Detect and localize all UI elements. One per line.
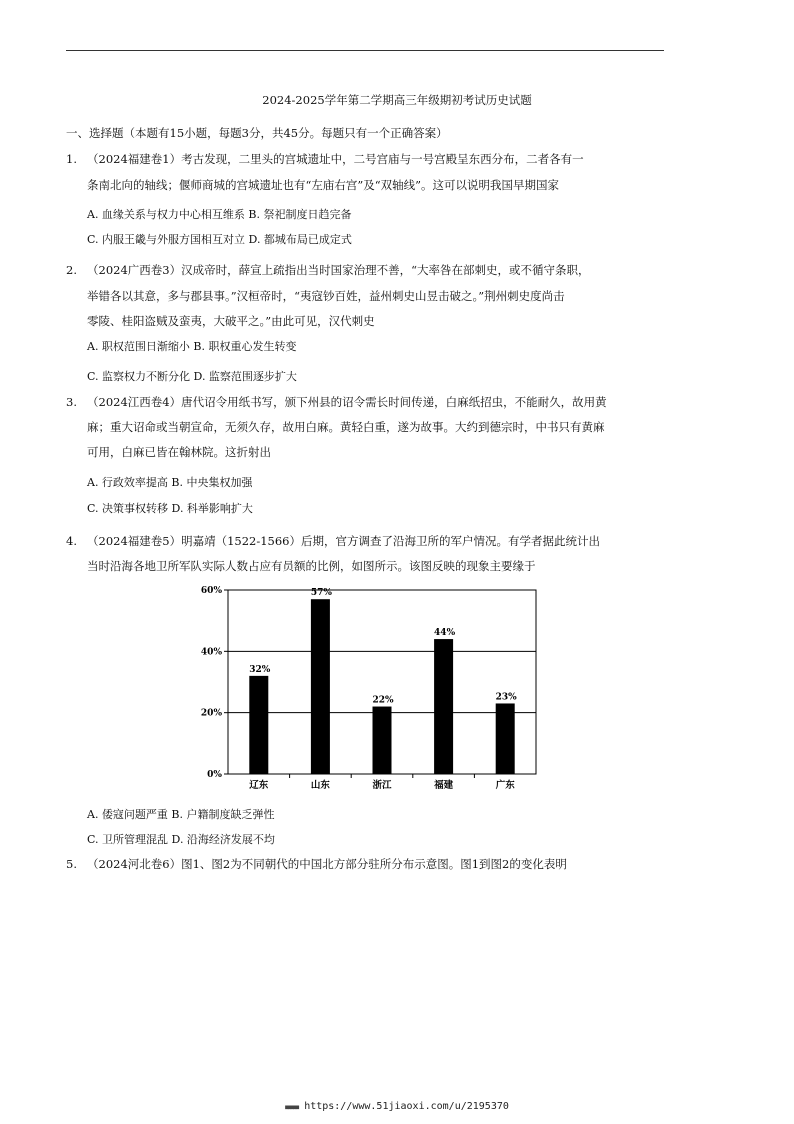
question-3 [66,394,607,410]
bar-value-label: 23% [495,692,517,703]
bar-5 [496,703,515,774]
question-text: 条南北向的轴线；偃师商城的宫城遗址也有“左庙右宫”及“双轴线”。这可以说明我国早期国家 [87,178,560,192]
question-text: （2024江西卷4）唐代诏令用纸书写，颁下州县的诏令需长时间传递，白麻纸招虫，不能耐久，故用黄 [87,395,607,409]
question-number: 5. [66,857,77,871]
y-tick-label: 60% [200,586,222,596]
option-line: A. 倭寇问题严重 B. 户籍制度缺乏弹性 [87,808,275,821]
chart-y-ticks [201,586,228,780]
exam-title: 2024-2025学年第二学期高三年级期初考试历史试题 [262,93,532,107]
question-text: （2024福建卷1）考古发现，二里头的宫城遗址中，二号宫庙与一号宫殿呈东西分布，二者各有一 [87,152,584,166]
y-tick-label: 20% [200,708,222,719]
x-tick-label: 浙江 [372,780,392,791]
footer-logo-mark: ■■■■■ [285,1104,299,1111]
x-tick-label: 辽东 [249,780,269,791]
option-line: A. 行政效率提高 B. 中央集权加强 [87,476,253,489]
bar-3 [373,707,392,774]
bar-1 [249,676,268,774]
question-number: 3. [66,395,77,409]
chart-bars [249,599,514,774]
bar-value-label: 22% [372,695,394,706]
footer [0,1101,794,1112]
footer-url[interactable]: https://www.51jiaoxi.com/u/2195370 [304,1101,509,1112]
question-text: 可用，白麻已皆在翰林院。这折射出 [87,445,271,459]
question-text: （2024广西卷3）汉成帝时，薛宣上疏指出当时国家治理不善，“大率咎在部刺史，或不循守条职， [87,263,590,277]
chart-value-labels [249,588,517,705]
y-tick-label: 40% [200,647,222,658]
question-number: 2. [66,263,77,277]
option-line: A. 职权范围日渐缩小 B. 职权重心发生转变 [87,340,297,353]
x-tick-label: 广东 [495,780,515,791]
chart-x-ticks [249,774,515,791]
question-1 [66,151,584,167]
bar-value-label: 57% [310,588,332,599]
option-line: C. 决策事权转移 D. 科举影响扩大 [87,502,253,515]
question-number: 4. [66,534,77,548]
bar-4 [434,639,453,774]
option-line: C. 卫所管理混乱 D. 沿海经济发展不均 [87,833,275,846]
option-line: A. 血缘关系与权力中心相互维系 B. 祭祀制度日趋完备 [87,208,352,221]
x-tick-label: 山东 [310,780,330,791]
x-tick-label: 福建 [434,780,454,791]
question-2 [66,262,589,278]
bar-chart [196,582,546,797]
question-text: （2024河北卷6）图1、图2为不同朝代的中国北方部分驻所分布示意图。图1到图2的变化表明 [87,857,567,871]
question-number: 1. [66,152,77,166]
bar-value-label: 32% [249,664,271,675]
option-line: C. 监察权力不断分化 D. 监察范围逐步扩大 [87,370,297,383]
question-text: 当时沿海各地卫所军队实际人数占应有员额的比例，如图所示。该图反映的现象主要缘于 [87,559,536,573]
question-text: 零陵、桂阳盗贼及蛮夷，大破平之。”由此可见，汉代刺史 [87,314,375,328]
section-heading: 一、选择题（本题有15小题，每题3分，共45分。每题只有一个正确答案） [66,126,448,140]
option-line: C. 内服王畿与外服方国相互对立 D. 都城布局已成定式 [87,233,352,246]
bar-2 [311,599,330,774]
bar-value-label: 44% [434,628,456,639]
question-text: 举错各以其意，多与郡县事。”汉桓帝时，“夷寇钞百姓，益州刺史山昱击破之。”荆州刺史度尚击 [87,289,565,303]
question-4 [66,533,600,549]
question-text: （2024福建卷5）明嘉靖（1522-1566）后期，官方调查了沿海卫所的军户情况。有学者据此统计出 [87,534,600,548]
y-tick-label: 0% [207,770,222,780]
header-rule [66,50,664,51]
question-5 [66,856,567,872]
question-text: 麻；重大诏命或当朝宣命，无须久存，故用白麻。黄轻白重，遂为故事。大约到德宗时，中书只有黄麻 [87,420,605,434]
